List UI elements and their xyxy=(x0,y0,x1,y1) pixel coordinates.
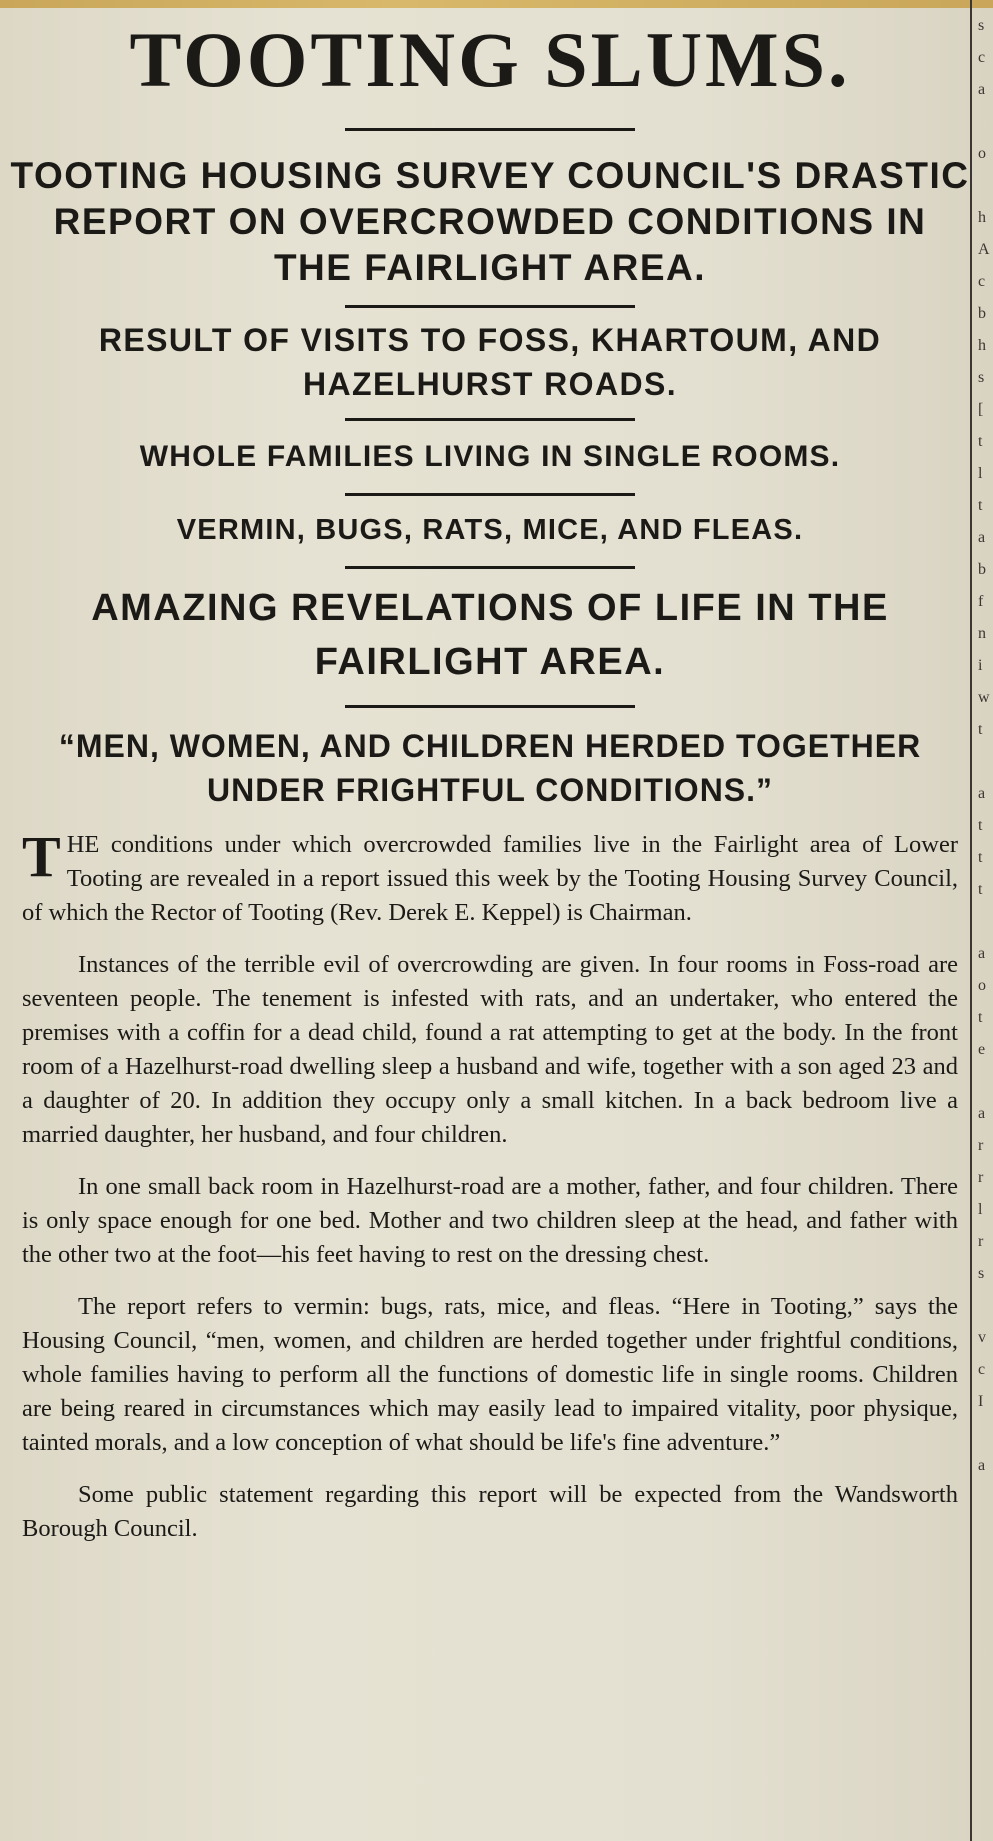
article-body xyxy=(10,824,970,1546)
deck-1: TOOTING HOUSING SURVEY COUNCIL'S DRASTIC REPORT ON OVERCROWDED CONDITIONS IN THE FAIRLIGHT AREA. xyxy=(10,155,970,288)
adjacent-column-letter: e xyxy=(978,1041,986,1058)
paragraph-1 xyxy=(22,824,958,930)
adjacent-column-letter: A xyxy=(978,241,990,258)
adjacent-column-letter xyxy=(978,906,992,938)
adjacent-column-letter: o xyxy=(978,145,986,162)
deck-3: WHOLE FAMILIES LIVING IN SINGLE ROOMS. xyxy=(139,440,841,473)
deck-2: RESULT OF VISITS TO FOSS, KHARTOUM, AND HAZELHURST ROADS. xyxy=(98,322,882,402)
deck-4: VERMIN, BUGS, RATS, MICE, AND FLEAS. xyxy=(176,514,804,546)
adjacent-column-letter: r xyxy=(978,1233,984,1250)
column-rule xyxy=(970,0,972,1841)
adjacent-column-letter: f xyxy=(978,593,984,610)
paragraph-5: Some public statement regarding this report will be expected from the Wandsworth Borough Council. xyxy=(22,1481,958,1542)
adjacent-column-letter: r xyxy=(978,1169,984,1186)
drop-cap: T xyxy=(22,824,61,889)
paragraph-4: The report refers to vermin: bugs, rats, mice, and fleas. “Here in Tooting,” says the Housing Council, “men, women, and children are herded together under frightful conditions, whole families having to perform all the functions of domestic life in single rooms. Children are being reared in circumstances which may easily lead to impaired vitality, poor physique, tainted morals, and a low conception of what should be life's fine adventure.” xyxy=(22,1293,958,1456)
adjacent-column-letter: l xyxy=(978,465,983,482)
adjacent-column-letter: t xyxy=(978,721,983,738)
divider-rule xyxy=(345,128,635,131)
adjacent-column-letter: v xyxy=(978,1329,986,1346)
adjacent-column-letter xyxy=(978,1290,992,1322)
adjacent-column-letter: s xyxy=(978,17,985,34)
adjacent-column-letter: c xyxy=(978,273,986,290)
adjacent-column-letter: w xyxy=(978,689,990,706)
adjacent-column-letter: a xyxy=(978,945,986,962)
adjacent-column-letter: a xyxy=(978,785,986,802)
adjacent-column-letter: b xyxy=(978,561,986,578)
divider-rule xyxy=(345,418,635,421)
divider-rule xyxy=(345,493,635,496)
adjacent-column-letter: t xyxy=(978,497,983,514)
adjacent-column-letter: o xyxy=(978,977,986,994)
adjacent-column-letter: l xyxy=(978,1201,983,1218)
adjacent-column-letter: n xyxy=(978,625,986,642)
deck-5: AMAZING REVELATIONS OF LIFE IN THE FAIRLIGHT AREA. xyxy=(91,587,889,683)
adjacent-column-letter: I xyxy=(978,1393,984,1410)
adjacent-column-letter xyxy=(978,170,992,202)
adjacent-column-letter: [ xyxy=(978,401,984,418)
adjacent-column-letter: a xyxy=(978,529,986,546)
adjacent-column-letter: t xyxy=(978,881,983,898)
adjacent-column-letter: h xyxy=(978,337,986,354)
adjacent-column-letter: a xyxy=(978,1457,986,1474)
divider-rule xyxy=(345,705,635,708)
adjacent-column-letter: b xyxy=(978,305,986,322)
headline: TOOTING SLUMS. xyxy=(129,16,851,103)
adjacent-column-letter: r xyxy=(978,1137,984,1154)
adjacent-column-letter xyxy=(978,1418,992,1450)
adjacent-column-letter: i xyxy=(978,657,983,674)
adjacent-column-letter: c xyxy=(978,1361,986,1378)
adjacent-column-letter: s xyxy=(978,369,985,386)
adjacent-column-letter: c xyxy=(978,49,986,66)
adjacent-column-letter: t xyxy=(978,433,983,450)
divider-rule xyxy=(345,305,635,308)
adjacent-column-fragment xyxy=(978,10,992,1482)
paragraph-3: In one small back room in Hazelhurst-road are a mother, father, and four children. There is only space enough for one bed. Mother and two children sleep at the head, and father with the other two at the foot—his feet having to rest on the dressing chest. xyxy=(22,1173,958,1268)
adjacent-column-letter xyxy=(978,1066,992,1098)
divider-rule xyxy=(345,566,635,569)
adjacent-column-letter: t xyxy=(978,849,983,866)
paragraph-1-text: HE conditions under which overcrowded families live in the Fairlight area of Lower Tooting are revealed in a report issued this week by the Tooting Housing Survey Council, of which the Rector of Tooting (Rev. Derek E. Keppel) is Chairman. xyxy=(22,831,958,926)
adjacent-column-letter xyxy=(978,746,992,778)
adjacent-column-letter: a xyxy=(978,81,986,98)
deck-6: “MEN, WOMEN, AND CHILDREN HERDED TOGETHER UNDER FRIGHTFUL CONDITIONS.” xyxy=(58,728,922,808)
adjacent-column-letter xyxy=(978,106,992,138)
adjacent-column-letter: t xyxy=(978,817,983,834)
adjacent-column-letter: s xyxy=(978,1265,985,1282)
adjacent-column-letter: a xyxy=(978,1105,986,1122)
adjacent-column-letter: t xyxy=(978,1009,983,1026)
adjacent-column-letter: h xyxy=(978,209,986,226)
article-column xyxy=(10,0,970,1546)
paragraph-2: Instances of the terrible evil of overcrowding are given. In four rooms in Foss-road are seventeen people. The tenement is infested with rats, and an undertaker, who entered the premises with a coffin for a dead child, found a rat attempting to get at the body. In the front room of a Hazelhurst-road dwelling sleep a husband and wife, together with a son aged 23 and a daughter of 20. In addition they occupy only a small kitchen. In a back bedroom live a married daughter, her husband, and four children. xyxy=(22,951,958,1148)
